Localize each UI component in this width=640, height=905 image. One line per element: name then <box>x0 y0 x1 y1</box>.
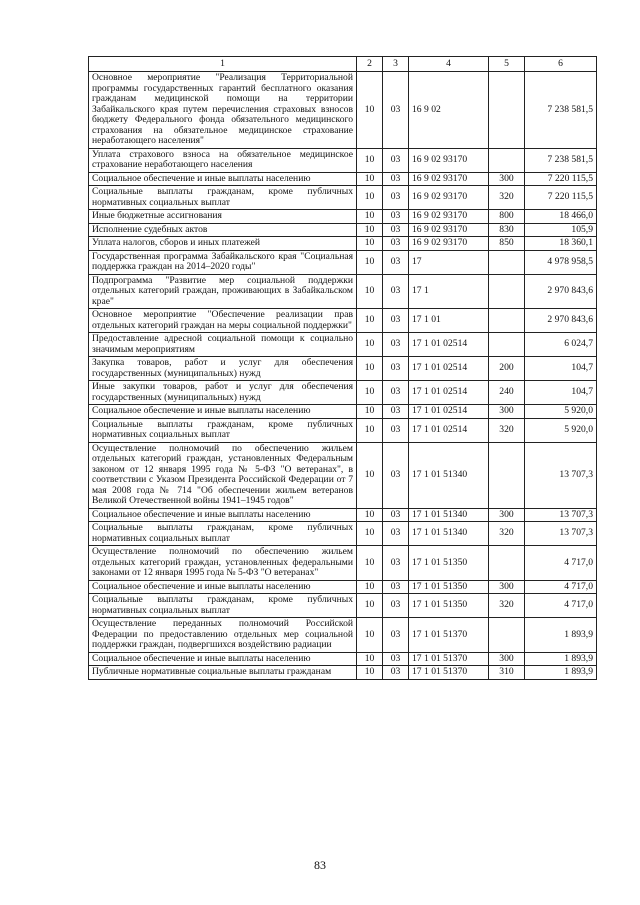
row-subsection-cell: 03 <box>383 522 409 546</box>
row-section-cell: 10 <box>357 666 383 680</box>
row-name-cell: Осуществление полномочий по обеспечению жильем отдельных категорий граждан, установленных федеральными законами от 12 января 1995 года № 5-ФЗ "О ветеранах" <box>89 546 357 581</box>
row-amount-cell: 5 920,0 <box>525 418 597 442</box>
row-amount-cell: 104,7 <box>525 381 597 405</box>
row-expense-type-cell <box>489 72 525 149</box>
row-subsection-cell: 03 <box>383 274 409 309</box>
row-target-code-cell: 16 9 02 93170 <box>409 210 489 224</box>
row-expense-type-cell <box>489 546 525 581</box>
row-amount-cell: 105,9 <box>525 223 597 237</box>
row-subsection-cell: 03 <box>383 72 409 149</box>
row-amount-cell: 2 970 843,6 <box>525 309 597 333</box>
row-name-cell: Социальные выплаты гражданам, кроме публичных нормативных социальных выплат <box>89 418 357 442</box>
row-section-cell: 10 <box>357 357 383 381</box>
table-row <box>89 618 597 653</box>
row-section-cell: 10 <box>357 580 383 594</box>
row-subsection-cell: 03 <box>383 546 409 581</box>
row-section-cell: 10 <box>357 508 383 522</box>
row-expense-type-cell: 300 <box>489 508 525 522</box>
row-name-cell: Уплата страхового взноса на обязательное медицинское страхование неработающего населения <box>89 148 357 172</box>
table-row <box>89 405 597 419</box>
row-amount-cell: 4 978 958,5 <box>525 250 597 274</box>
row-section-cell: 10 <box>357 148 383 172</box>
row-target-code-cell: 17 1 01 51340 <box>409 508 489 522</box>
row-name-cell: Социальное обеспечение и иные выплаты населению <box>89 652 357 666</box>
row-name-cell: Закупка товаров, работ и услуг для обеспечения государственных (муниципальных) нужд <box>89 357 357 381</box>
row-section-cell: 10 <box>357 522 383 546</box>
row-name-cell: Иные бюджетные ассигнования <box>89 210 357 224</box>
row-section-cell: 10 <box>357 210 383 224</box>
row-expense-type-cell: 320 <box>489 186 525 210</box>
row-subsection-cell: 03 <box>383 618 409 653</box>
row-amount-cell: 7 238 581,5 <box>525 72 597 149</box>
row-target-code-cell: 17 1 01 51350 <box>409 594 489 618</box>
row-subsection-cell: 03 <box>383 148 409 172</box>
table-row <box>89 223 597 237</box>
row-target-code-cell: 17 1 01 02514 <box>409 357 489 381</box>
row-expense-type-cell: 800 <box>489 210 525 224</box>
table-row <box>89 580 597 594</box>
row-subsection-cell: 03 <box>383 594 409 618</box>
row-subsection-cell: 03 <box>383 250 409 274</box>
row-section-cell: 10 <box>357 223 383 237</box>
row-amount-cell: 18 466,0 <box>525 210 597 224</box>
row-section-cell: 10 <box>357 250 383 274</box>
row-expense-type-cell: 300 <box>489 172 525 186</box>
row-target-code-cell: 17 1 01 51370 <box>409 618 489 653</box>
row-target-code-cell: 17 1 <box>409 274 489 309</box>
row-amount-cell: 1 893,9 <box>525 618 597 653</box>
row-target-code-cell: 17 1 01 <box>409 309 489 333</box>
row-expense-type-cell: 320 <box>489 594 525 618</box>
row-name-cell: Подпрограмма "Развитие мер социальной поддержки отдельных категорий граждан, проживающих в Забайкальском крае" <box>89 274 357 309</box>
row-name-cell: Предоставление адресной социальной помощи к социально значимым мероприятиям <box>89 333 357 357</box>
table-row <box>89 442 597 508</box>
row-subsection-cell: 03 <box>383 223 409 237</box>
row-name-cell: Исполнение судебных актов <box>89 223 357 237</box>
row-amount-cell: 18 360,1 <box>525 237 597 251</box>
row-section-cell: 10 <box>357 405 383 419</box>
row-name-cell: Иные закупки товаров, работ и услуг для обеспечения государственных (муниципальных) нужд <box>89 381 357 405</box>
row-expense-type-cell <box>489 250 525 274</box>
table-row <box>89 594 597 618</box>
row-name-cell: Основное мероприятие "Реализация Территориальной программы государственных гарантий бесплатного оказания гражданам медицинской помощи на территории Забайкальского края путем перечисления страховых взносов бюджету Федерального фонда обязательного медицинского страхования на обязательное медицинское страхование неработающего населения" <box>89 72 357 149</box>
header-col-2: 2 <box>357 57 383 72</box>
row-expense-type-cell: 200 <box>489 357 525 381</box>
row-amount-cell: 1 893,9 <box>525 666 597 680</box>
row-subsection-cell: 03 <box>383 210 409 224</box>
row-section-cell: 10 <box>357 309 383 333</box>
row-amount-cell: 104,7 <box>525 357 597 381</box>
row-name-cell: Социальные выплаты гражданам, кроме публичных нормативных социальных выплат <box>89 186 357 210</box>
row-name-cell: Социальное обеспечение и иные выплаты населению <box>89 508 357 522</box>
row-subsection-cell: 03 <box>383 381 409 405</box>
row-expense-type-cell: 310 <box>489 666 525 680</box>
table-row <box>89 652 597 666</box>
row-name-cell: Социальные выплаты гражданам, кроме публичных нормативных социальных выплат <box>89 594 357 618</box>
row-amount-cell: 13 707,3 <box>525 442 597 508</box>
row-subsection-cell: 03 <box>383 172 409 186</box>
row-subsection-cell: 03 <box>383 442 409 508</box>
row-section-cell: 10 <box>357 237 383 251</box>
row-target-code-cell: 16 9 02 93170 <box>409 223 489 237</box>
row-name-cell: Уплата налогов, сборов и иных платежей <box>89 237 357 251</box>
row-section-cell: 10 <box>357 594 383 618</box>
row-subsection-cell: 03 <box>383 508 409 522</box>
row-name-cell: Социальные выплаты гражданам, кроме публичных нормативных социальных выплат <box>89 522 357 546</box>
row-subsection-cell: 03 <box>383 405 409 419</box>
row-section-cell: 10 <box>357 442 383 508</box>
row-expense-type-cell <box>489 333 525 357</box>
row-subsection-cell: 03 <box>383 333 409 357</box>
row-target-code-cell: 17 1 01 51340 <box>409 522 489 546</box>
row-name-cell: Государственная программа Забайкальского края "Социальная поддержка граждан на 2014–2020 годы" <box>89 250 357 274</box>
page-number: 83 <box>314 858 326 872</box>
row-target-code-cell: 17 <box>409 250 489 274</box>
table-row <box>89 666 597 680</box>
row-subsection-cell: 03 <box>383 186 409 210</box>
row-expense-type-cell <box>489 274 525 309</box>
table-row <box>89 186 597 210</box>
row-section-cell: 10 <box>357 618 383 653</box>
row-subsection-cell: 03 <box>383 237 409 251</box>
row-expense-type-cell: 300 <box>489 405 525 419</box>
row-name-cell: Социальное обеспечение и иные выплаты населению <box>89 405 357 419</box>
row-amount-cell: 4 717,0 <box>525 580 597 594</box>
header-row <box>89 57 597 72</box>
table-row <box>89 72 597 149</box>
row-target-code-cell: 16 9 02 93170 <box>409 186 489 210</box>
row-name-cell: Основное мероприятие "Обеспечение реализации прав отдельных категорий граждан на меры социальной поддержки" <box>89 309 357 333</box>
header-col-4: 4 <box>409 57 489 72</box>
header-col-6: 6 <box>525 57 597 72</box>
row-subsection-cell: 03 <box>383 666 409 680</box>
row-subsection-cell: 03 <box>383 580 409 594</box>
row-expense-type-cell: 300 <box>489 580 525 594</box>
row-section-cell: 10 <box>357 418 383 442</box>
table-row <box>89 357 597 381</box>
row-name-cell: Осуществление полномочий по обеспечению жильем отдельных категорий граждан, установленных Федеральным законом от 12 января 1995 года № 5-ФЗ "О ветеранах", в соответствии с Указом Президента Российской Федерации от 7 мая 2008 года № 714 "Об обеспечении жильем ветеранов Великой Отечественной войны 1941–1945 годов" <box>89 442 357 508</box>
row-expense-type-cell: 240 <box>489 381 525 405</box>
row-section-cell: 10 <box>357 333 383 357</box>
table-body <box>89 72 597 680</box>
table-row <box>89 418 597 442</box>
row-subsection-cell: 03 <box>383 652 409 666</box>
table-row <box>89 381 597 405</box>
row-subsection-cell: 03 <box>383 418 409 442</box>
table-row <box>89 172 597 186</box>
table-row <box>89 148 597 172</box>
row-expense-type-cell <box>489 618 525 653</box>
row-section-cell: 10 <box>357 652 383 666</box>
table-row <box>89 274 597 309</box>
row-amount-cell: 13 707,3 <box>525 508 597 522</box>
row-expense-type-cell: 300 <box>489 652 525 666</box>
row-target-code-cell: 17 1 01 51370 <box>409 652 489 666</box>
row-target-code-cell: 17 1 01 51350 <box>409 546 489 581</box>
budget-table <box>88 56 597 680</box>
row-amount-cell: 13 707,3 <box>525 522 597 546</box>
table-row <box>89 522 597 546</box>
row-amount-cell: 7 238 581,5 <box>525 148 597 172</box>
row-section-cell: 10 <box>357 546 383 581</box>
row-target-code-cell: 17 1 01 02514 <box>409 381 489 405</box>
table-row <box>89 333 597 357</box>
table-row <box>89 508 597 522</box>
row-section-cell: 10 <box>357 186 383 210</box>
row-target-code-cell: 16 9 02 93170 <box>409 172 489 186</box>
row-expense-type-cell <box>489 442 525 508</box>
row-expense-type-cell <box>489 309 525 333</box>
row-target-code-cell: 17 1 01 51370 <box>409 666 489 680</box>
row-target-code-cell: 17 1 01 51350 <box>409 580 489 594</box>
row-name-cell: Социальное обеспечение и иные выплаты населению <box>89 172 357 186</box>
row-name-cell: Социальное обеспечение и иные выплаты населению <box>89 580 357 594</box>
row-section-cell: 10 <box>357 172 383 186</box>
row-expense-type-cell: 850 <box>489 237 525 251</box>
row-target-code-cell: 17 1 01 02514 <box>409 405 489 419</box>
row-name-cell: Публичные нормативные социальные выплаты гражданам <box>89 666 357 680</box>
row-target-code-cell: 17 1 01 02514 <box>409 333 489 357</box>
table-row <box>89 210 597 224</box>
table-row <box>89 309 597 333</box>
row-target-code-cell: 16 9 02 <box>409 72 489 149</box>
table-row <box>89 237 597 251</box>
row-amount-cell: 2 970 843,6 <box>525 274 597 309</box>
row-amount-cell: 1 893,9 <box>525 652 597 666</box>
row-section-cell: 10 <box>357 274 383 309</box>
table-row <box>89 250 597 274</box>
row-expense-type-cell <box>489 148 525 172</box>
row-amount-cell: 7 220 115,5 <box>525 172 597 186</box>
row-amount-cell: 7 220 115,5 <box>525 186 597 210</box>
row-subsection-cell: 03 <box>383 309 409 333</box>
row-expense-type-cell: 320 <box>489 418 525 442</box>
row-expense-type-cell: 320 <box>489 522 525 546</box>
header-col-3: 3 <box>383 57 409 72</box>
row-target-code-cell: 16 9 02 93170 <box>409 148 489 172</box>
row-subsection-cell: 03 <box>383 357 409 381</box>
row-section-cell: 10 <box>357 381 383 405</box>
row-target-code-cell: 17 1 01 02514 <box>409 418 489 442</box>
table-row <box>89 546 597 581</box>
header-col-1: 1 <box>89 57 357 72</box>
header-col-5: 5 <box>489 57 525 72</box>
row-amount-cell: 6 024,7 <box>525 333 597 357</box>
row-target-code-cell: 17 1 01 51340 <box>409 442 489 508</box>
row-target-code-cell: 16 9 02 93170 <box>409 237 489 251</box>
row-amount-cell: 4 717,0 <box>525 594 597 618</box>
row-amount-cell: 5 920,0 <box>525 405 597 419</box>
row-expense-type-cell: 830 <box>489 223 525 237</box>
row-name-cell: Осуществление переданных полномочий Российской Федерации по предоставлению отдельных мер социальной поддержки граждан, подвергшихся воздействию радиации <box>89 618 357 653</box>
row-amount-cell: 4 717,0 <box>525 546 597 581</box>
row-section-cell: 10 <box>357 72 383 149</box>
